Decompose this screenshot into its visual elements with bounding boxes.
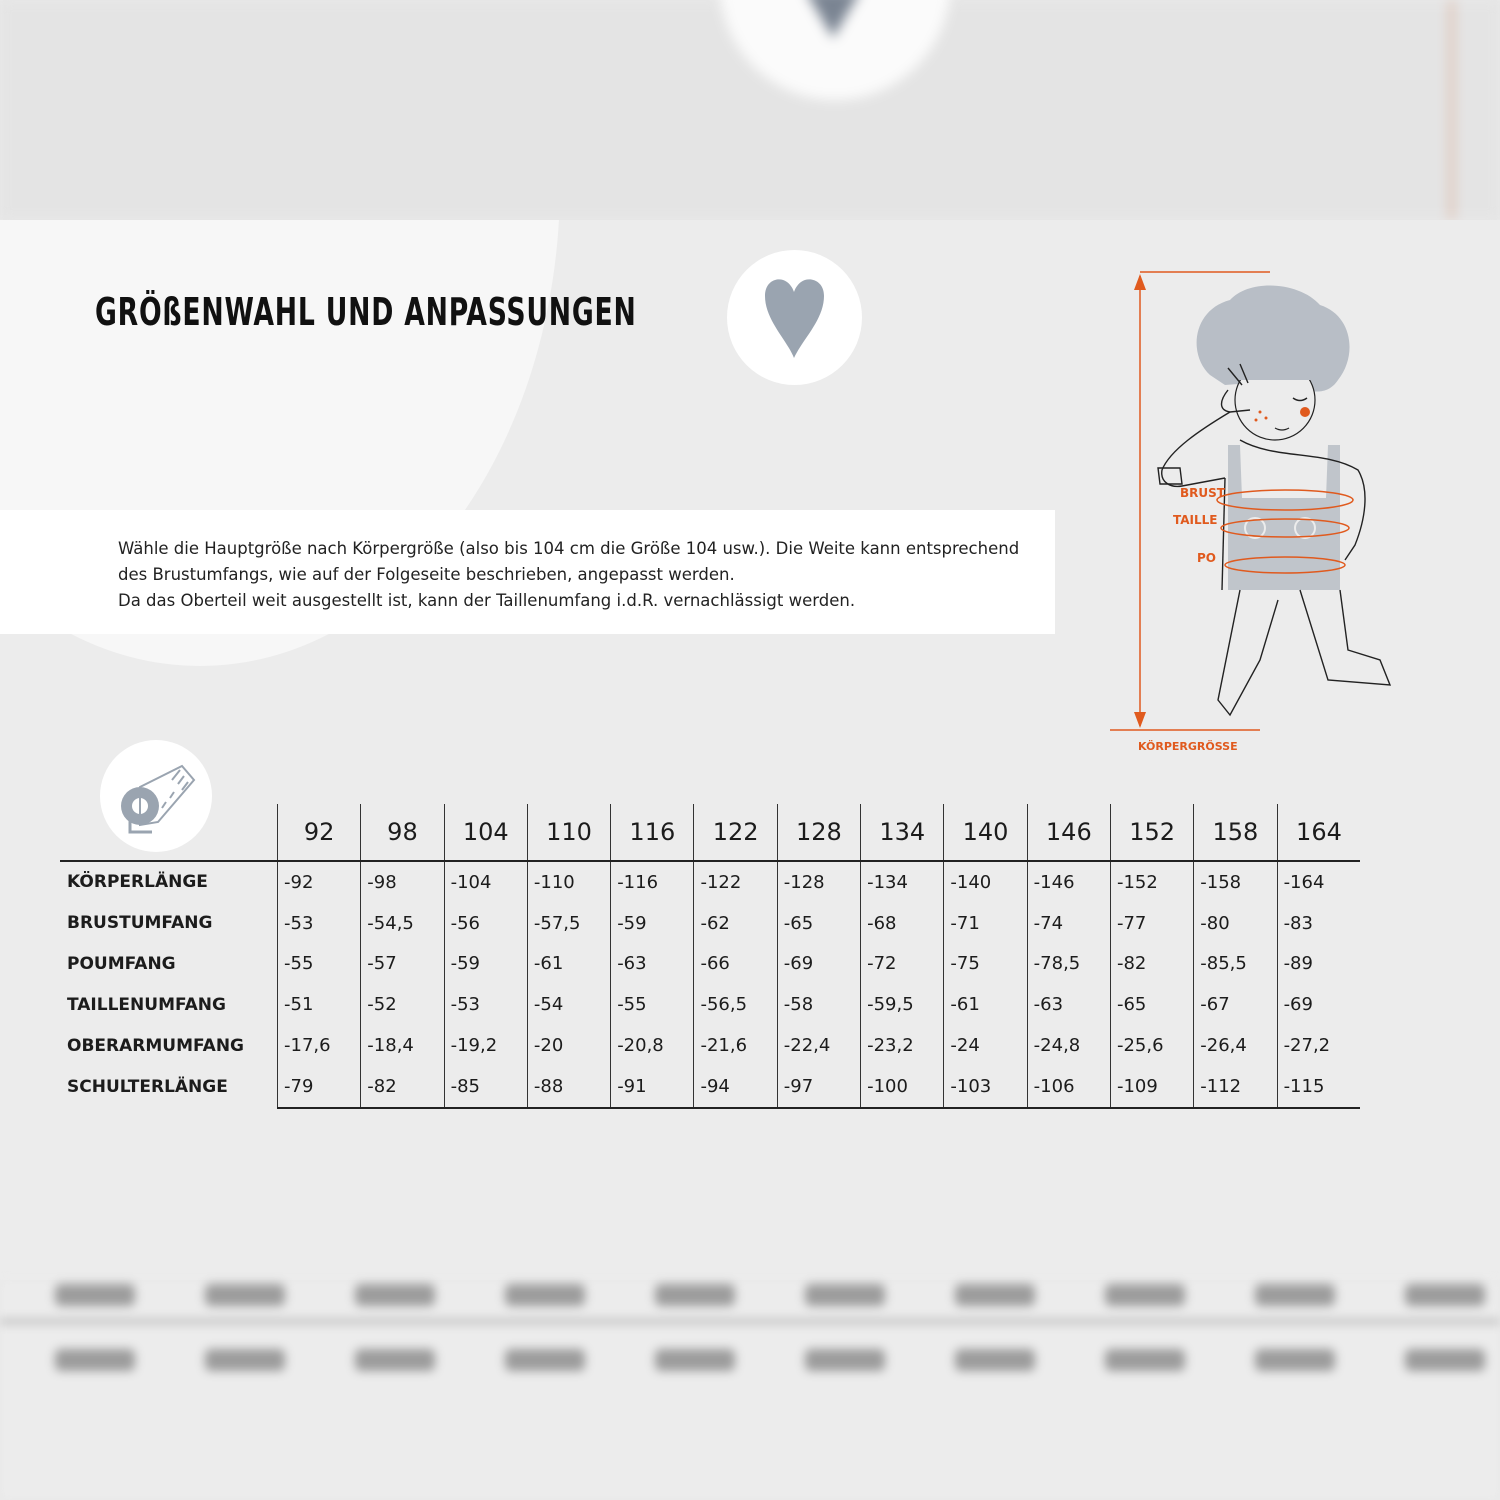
table-cell: -58 [777,984,860,1025]
table-cell: -59 [611,903,694,944]
blurred-cell [205,1284,285,1306]
table-cell: -140 [944,861,1027,903]
size-header-cell: 146 [1027,804,1110,861]
table-cell: -55 [278,944,361,985]
heart-badge [727,250,862,385]
size-header-cell: 134 [861,804,944,861]
table-cell: -112 [1194,1066,1277,1108]
row-label: SCHULTERLÄNGE [67,1076,228,1097]
table-cell: -54 [527,984,610,1025]
table-cell: -57,5 [527,903,610,944]
table-cell: -65 [777,903,860,944]
label-brust: BRUST [1180,486,1225,500]
table-cell: -146 [1027,861,1110,903]
table-cell: -27,2 [1277,1025,1360,1066]
size-header-cell: 104 [444,804,527,861]
header-corner [60,804,278,861]
table-cell: -75 [944,944,1027,985]
table-cell: -82 [1110,944,1193,985]
label-po: PO [1197,551,1216,565]
size-table-body [60,861,1360,1108]
table-cell: -72 [861,944,944,985]
table-cell: -104 [444,861,527,903]
size-header-cell: 116 [611,804,694,861]
blurred-cell [355,1349,435,1371]
table-cell: -158 [1194,861,1277,903]
table-cell: -85,5 [1194,944,1277,985]
blurred-cell [655,1284,735,1306]
blurred-row [0,1270,1500,1320]
table-cell: -116 [611,861,694,903]
size-header-cell: 140 [944,804,1027,861]
blurred-cell [655,1349,735,1371]
heart-icon [727,250,862,385]
page-title: GRÖßENWAHL UND ANPASSUNGEN [95,290,637,334]
table-cell: -79 [278,1066,361,1108]
size-table [60,804,1360,1109]
table-cell: -21,6 [694,1025,777,1066]
blurred-heart-icon [805,0,861,38]
table-cell: -88 [527,1066,610,1108]
next-page-blurred [0,1280,1500,1500]
blurred-cell [55,1349,135,1371]
table-row [60,1066,1360,1108]
table-cell: -89 [1277,944,1360,985]
table-cell: -115 [1277,1066,1360,1108]
table-cell: -26,4 [1194,1025,1277,1066]
table-row [60,903,1360,944]
blurred-cell [355,1284,435,1306]
table-cell: -128 [777,861,860,903]
table-cell: -52 [361,984,444,1025]
table-cell: -53 [278,903,361,944]
table-cell: -24 [944,1025,1027,1066]
size-header-cell: 98 [361,804,444,861]
table-cell: -20,8 [611,1025,694,1066]
table-cell: -94 [694,1066,777,1108]
table-cell: -100 [861,1066,944,1108]
table-cell: -134 [861,861,944,903]
table-cell: -61 [944,984,1027,1025]
size-header-cell: 152 [1110,804,1193,861]
blurred-cell [205,1349,285,1371]
blurred-rule [0,1320,1500,1323]
table-cell: -85 [444,1066,527,1108]
table-cell: -20 [527,1025,610,1066]
table-cell: -152 [1110,861,1193,903]
table-cell: -53 [444,984,527,1025]
size-header-cell: 158 [1194,804,1277,861]
table-row [60,944,1360,985]
table-cell: -82 [361,1066,444,1108]
blurred-cell [505,1284,585,1306]
intro-text-box [0,510,1055,634]
table-cell: -103 [944,1066,1027,1108]
table-cell: -98 [361,861,444,903]
table-cell: -106 [1027,1066,1110,1108]
label-taille: TAILLE [1173,513,1218,527]
child-measurement-illustration [1100,260,1410,770]
row-label: OBERARMUMFANG [67,1035,244,1056]
table-cell: -77 [1110,903,1193,944]
table-cell: -67 [1194,984,1277,1025]
intro-line: Wähle die Hauptgröße nach Körpergröße (also bis 104 cm die Größe 104 usw.). Die Weite kann entsprechend [118,539,1020,558]
blurred-cell [805,1349,885,1371]
intro-line: des Brustumfangs, wie auf der Folgeseite beschrieben, angepasst werden. [118,565,735,585]
row-label: POUMFANG [67,953,176,974]
blurred-cell [955,1349,1035,1371]
table-cell: -78,5 [1027,944,1110,985]
table-cell: -51 [278,984,361,1025]
table-cell: -63 [1027,984,1110,1025]
intro-line: Da das Oberteil weit ausgestellt ist, kann der Taillenumfang i.d.R. vernachlässigt werden. [118,591,856,611]
table-cell: -68 [861,903,944,944]
size-header-cell: 164 [1277,804,1360,861]
table-cell: -56 [444,903,527,944]
table-cell: -22,4 [777,1025,860,1066]
table-cell: -24,8 [1027,1025,1110,1066]
row-label: TAILLENUMFANG [67,994,226,1015]
blurred-cell [1405,1284,1485,1306]
table-row [60,984,1360,1025]
table-row [60,1025,1360,1066]
table-cell: -62 [694,903,777,944]
row-label: KÖRPERLÄNGE [67,872,208,893]
blurred-cell [505,1349,585,1371]
table-cell: -55 [611,984,694,1025]
blurred-cell [1255,1349,1335,1371]
blurred-measure-line [1450,0,1453,220]
table-cell: -83 [1277,903,1360,944]
size-header-cell: 122 [694,804,777,861]
table-cell: -69 [777,944,860,985]
previous-page-blurred [0,0,1500,220]
size-header-row [60,804,1360,861]
table-cell: -65 [1110,984,1193,1025]
blurred-cell [55,1284,135,1306]
size-header-cell: 110 [527,804,610,861]
table-cell: -61 [527,944,610,985]
table-cell: -97 [777,1066,860,1108]
table-cell: -92 [278,861,361,903]
table-cell: -59,5 [861,984,944,1025]
table-cell: -18,4 [361,1025,444,1066]
table-cell: -122 [694,861,777,903]
blurred-cell [805,1284,885,1306]
blurred-cell [955,1284,1035,1306]
table-cell: -91 [611,1066,694,1108]
table-cell: -69 [1277,984,1360,1025]
blurred-row [0,1335,1500,1385]
size-header-cell: 128 [777,804,860,861]
table-cell: -164 [1277,861,1360,903]
table-cell: -56,5 [694,984,777,1025]
size-header-cell: 92 [278,804,361,861]
table-cell: -71 [944,903,1027,944]
table-cell: -63 [611,944,694,985]
blurred-cell [1105,1349,1185,1371]
blurred-cell [1405,1349,1485,1371]
intro-paragraph [118,536,1048,614]
table-cell: -74 [1027,903,1110,944]
table-cell: -17,6 [278,1025,361,1066]
table-cell: -25,6 [1110,1025,1193,1066]
blurred-cell [1255,1284,1335,1306]
table-cell: -66 [694,944,777,985]
label-koerpergroesse: KÖRPERGRÖSSE [1138,740,1238,753]
table-cell: -54,5 [361,903,444,944]
table-cell: -19,2 [444,1025,527,1066]
size-chart-page [0,220,1500,1280]
table-cell: -59 [444,944,527,985]
table-cell: -80 [1194,903,1277,944]
table-cell: -109 [1110,1066,1193,1108]
blurred-cell [1105,1284,1185,1306]
table-cell: -110 [527,861,610,903]
table-cell: -57 [361,944,444,985]
table-cell: -23,2 [861,1025,944,1066]
row-label: BRUSTUMFANG [67,913,213,934]
table-row [60,861,1360,903]
